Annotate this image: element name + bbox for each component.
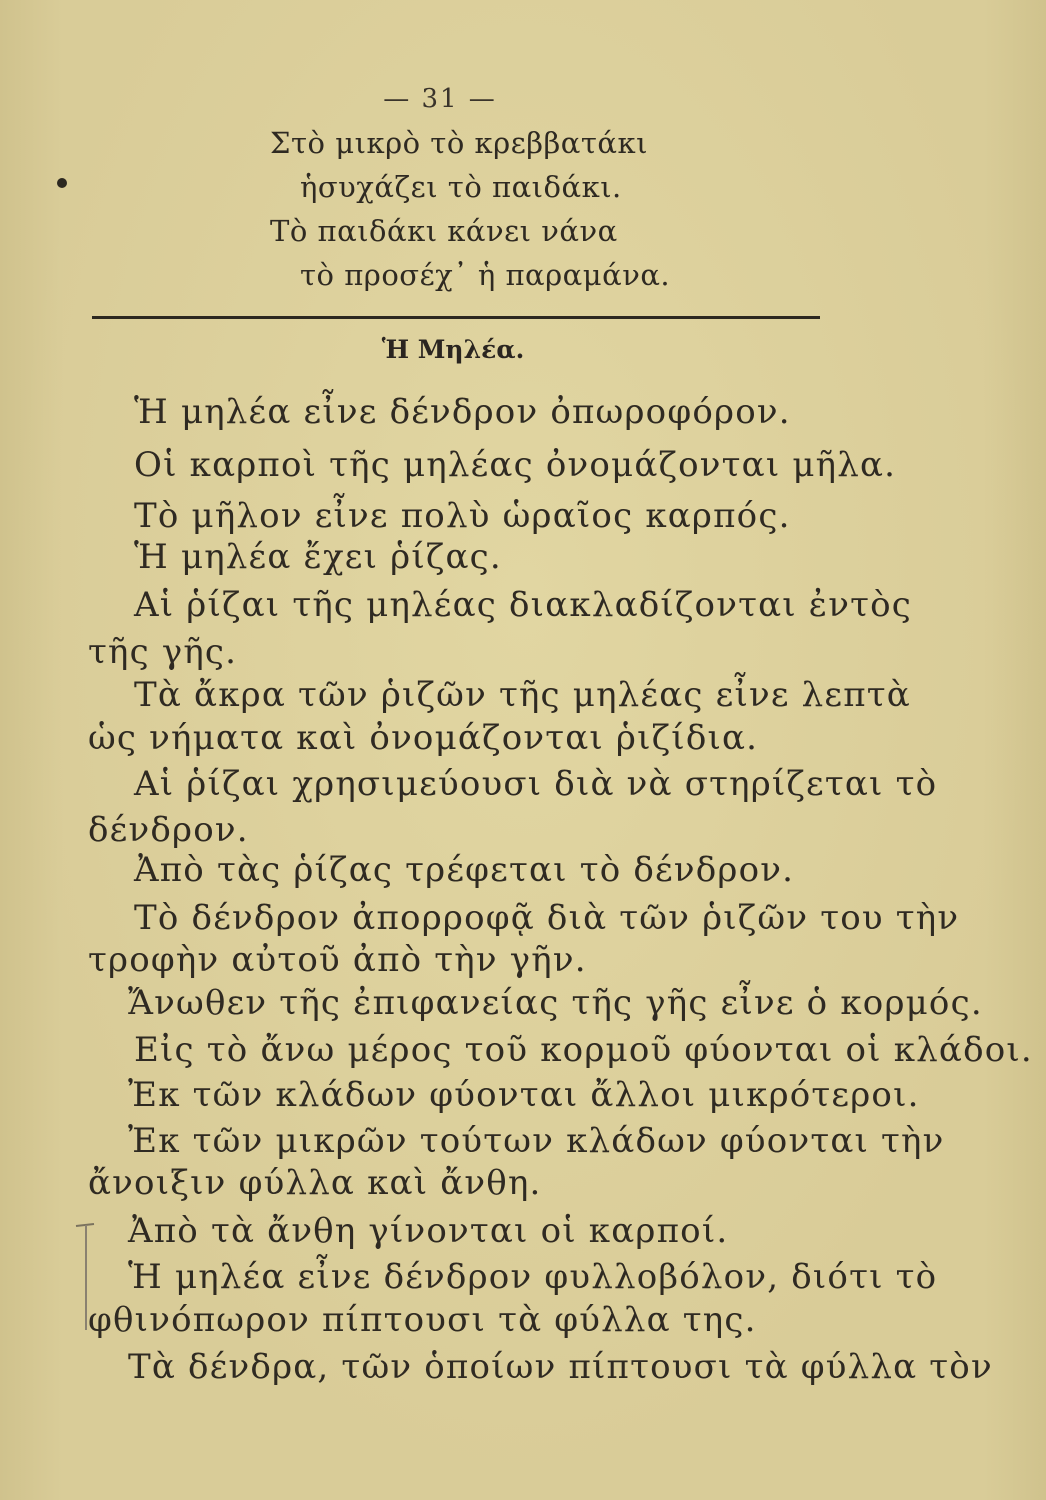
text-line: Ἄνωθεν τῆς ἐπιφανείας τῆς γῆς εἶνε ὁ κορμός. [128, 983, 983, 1023]
text-line: Εἰς τὸ ἄνω μέρος τοῦ κορμοῦ φύονται οἱ κλάδοι. [134, 1030, 1033, 1070]
poem-line: Στὸ μικρὸ τὸ κρεββατάκι [270, 126, 648, 160]
text-line: Ἐκ τῶν κλάδων φύονται ἄλλοι μικρότεροι. [128, 1075, 920, 1115]
text-line: Ἡ μηλέα εἶνε δένδρον ὀπωροφόρον. [134, 392, 791, 432]
text-line: Τὰ ἄκρα τῶν ῥιζῶν τῆς μηλέας εἶνε λεπτὰ [134, 675, 911, 715]
page-number: — 31 — [383, 84, 497, 114]
poem-line: ἡσυχάζει τὸ παιδάκι. [300, 170, 622, 204]
poem-line: Τὸ παιδάκι κάνει νάνα [270, 214, 618, 248]
pencil-margin-mark [74, 1222, 96, 1332]
text-line: φθινόπωρον πίπτουσι τὰ φύλλα της. [88, 1300, 757, 1340]
text-line: δένδρον. [88, 810, 249, 850]
text-line: Ἡ μηλέα εἶνε δένδρον φυλλοβόλον, διότι τὸ [128, 1257, 938, 1297]
text-line: τῆς γῆς. [88, 632, 238, 672]
text-line: ἄνοιξιν φύλλα καὶ ἄνθη. [88, 1163, 542, 1203]
text-line: Τὰ δένδρα, τῶν ὁποίων πίπτουσι τὰ φύλλα τὸν [128, 1347, 993, 1387]
section-title: Ἡ Μηλέα. [381, 335, 525, 364]
poem-line: τὸ προσέχ᾽ ἡ παραμάνα. [300, 258, 671, 292]
text-line: τροφὴν αὐτοῦ ἀπὸ τὴν γῆν. [88, 940, 587, 980]
text-line: Αἱ ῥίζαι χρησιμεύουσι διὰ νὰ στηρίζεται τὸ [134, 764, 938, 804]
text-line: Ἀπὸ τὰ ἄνθη γίνονται οἱ καρποί. [128, 1211, 729, 1251]
text-line: ὡς νήματα καὶ ὀνομάζονται ῥιζίδια. [88, 718, 759, 758]
text-line: Ἐκ τῶν μικρῶν τούτων κλάδων φύονται τὴν [128, 1121, 945, 1161]
ink-dot [57, 178, 67, 188]
text-line: Ἡ μηλέα ἔχει ῥίζας. [134, 537, 502, 577]
text-line: Οἱ καρποὶ τῆς μηλέας ὀνομάζονται μῆλα. [134, 445, 897, 485]
text-line: Τὸ δένδρον ἀπορροφᾷ διὰ τῶν ῥιζῶν του τὴν [134, 898, 960, 938]
text-line: Τὸ μῆλον εἶνε πολὺ ὡραῖος καρπός. [134, 496, 791, 536]
text-line: Αἱ ῥίζαι τῆς μηλέας διακλαδίζονται ἐντὸς [134, 585, 913, 625]
section-divider [92, 316, 820, 319]
text-line: Ἀπὸ τὰς ῥίζας τρέφεται τὸ δένδρον. [134, 850, 795, 890]
